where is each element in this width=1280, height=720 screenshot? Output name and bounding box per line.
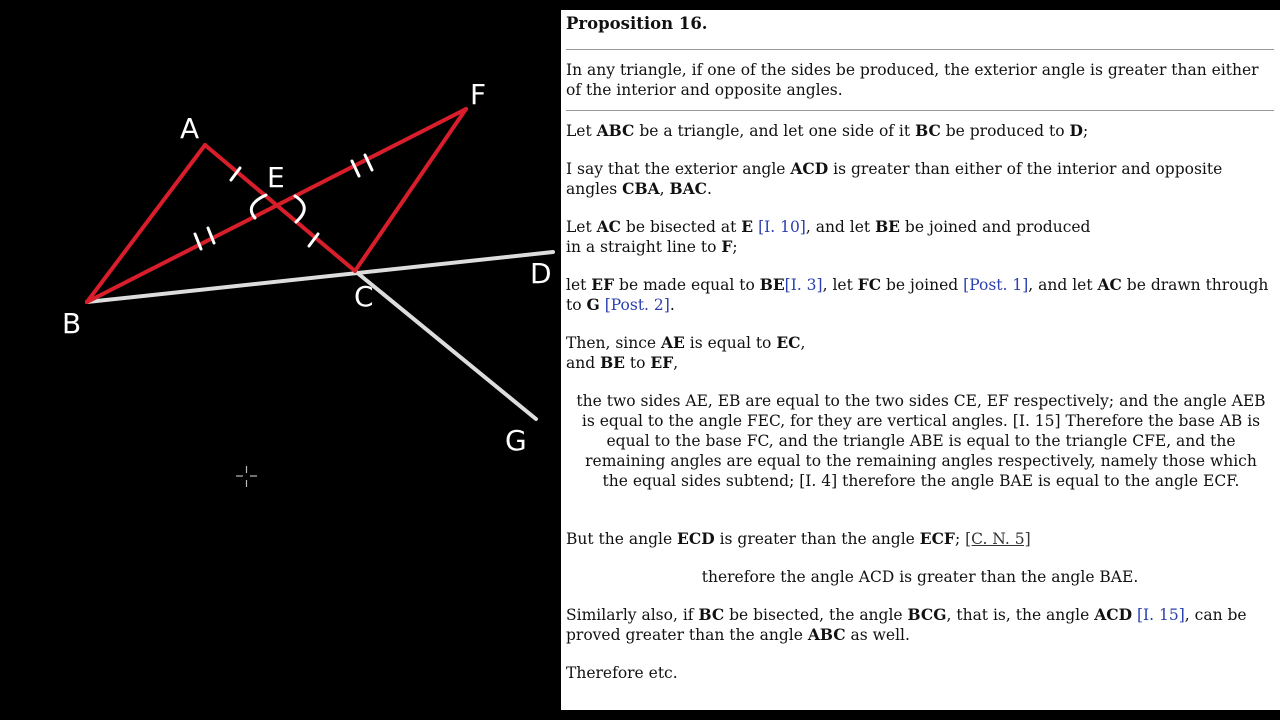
label-b: B: [62, 307, 82, 340]
geometry-diagram: [0, 0, 560, 720]
side-ab: [87, 145, 205, 302]
paragraph-therefore: therefore the angle ACD is greater than the angle BAE.: [701, 568, 1139, 586]
label-e: E: [267, 161, 285, 194]
paragraph-since: Then, since AE is equal to EC, and BE to EF,: [566, 333, 806, 372]
paragraph-setup: Let ABC be a triangle, and let one side of it BC be produced to D;: [566, 121, 1089, 140]
line-cg: [355, 271, 536, 419]
label-g: G: [505, 424, 527, 457]
label-d: D: [530, 257, 552, 290]
paragraph-similarly: Similarly also, if BC be bisected, the angle BCG, that is, the angle ACD [I. 15], can be proved greater than the angle ABC as well.: [566, 605, 1247, 644]
paragraph-conclusion: Therefore etc.: [566, 664, 678, 682]
ref-link-i10[interactable]: [I. 10]: [758, 218, 806, 236]
side-fc: [355, 109, 466, 271]
paragraph-but: But the angle ECD is greater than the angle ECF; [C. N. 5]: [566, 529, 1031, 548]
ref-link-i15[interactable]: [I. 15]: [1137, 606, 1185, 624]
label-c: C: [354, 280, 374, 313]
ref-link-cn5[interactable]: [C. N. 5]: [965, 530, 1031, 548]
page-title: Proposition 16.: [566, 14, 708, 33]
paragraph-bisect: Let AC be bisected at E [I. 10], and let BE be joined and produced in a straight line to F;: [566, 217, 1091, 256]
angle-arc-fec: [295, 196, 304, 222]
paragraph-construct: let EF be made equal to BE[I. 3], let FC be joined [Post. 1], and let AC be drawn through to G [Post. 2].: [566, 275, 1269, 314]
proposition-panel: [561, 10, 1280, 710]
ref-link-post2[interactable]: [Post. 2]: [604, 296, 670, 314]
line-bf: [87, 109, 466, 302]
divider-statement: [566, 110, 1274, 111]
label-f: F: [470, 78, 487, 111]
line-bd: [87, 252, 553, 302]
label-a: A: [180, 112, 200, 145]
divider-top: [566, 49, 1274, 50]
crosshair-cursor-icon: [236, 466, 257, 487]
paragraph-congruence: the two sides AE, EB are equal to the two sides CE, EF respectively; and the angle AEB is equal to the angle FEC, for they are vertical angles. [I. 15] Therefore the base AB is equal to the base FC, and the triangle ABE is equal to the triangle CFE, and the remaining angles are equal to the remaining angles respectively, namely those which the equal sides subtend; [I. 4] therefore the angle BAE is equal to the angle ECF.: [576, 392, 1266, 490]
proposition-statement: In any triangle, if one of the sides be produced, the exterior angle is greater than either of the interior and opposite angles.: [566, 61, 1259, 99]
ref-link-post1[interactable]: [Post. 1]: [963, 276, 1029, 294]
paragraph-claim: I say that the exterior angle ACD is greater than either of the interior and opposite angles CBA, BAC.: [566, 159, 1223, 198]
ref-link-i3[interactable]: [I. 3]: [784, 276, 823, 294]
